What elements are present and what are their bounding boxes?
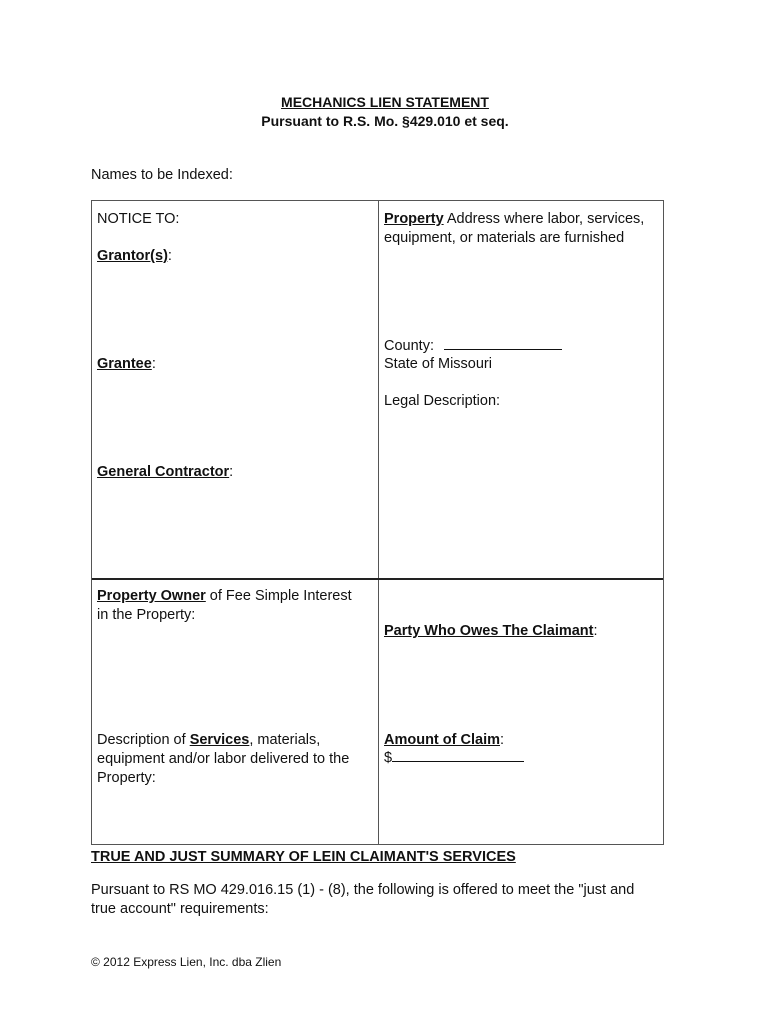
general-contractor-field: General Contractor: <box>97 464 234 480</box>
county-label: County: <box>384 338 434 354</box>
description-prefix: Description of <box>97 732 190 748</box>
footer-copyright: © 2012 Express Lien, Inc. dba Zlien <box>91 955 282 969</box>
summary-text <box>91 881 671 919</box>
property-owner-text-2: in the Property: <box>97 607 196 623</box>
summary-heading: TRUE AND JUST SUMMARY OF LEIN CLAIMANT'S SERVICES <box>91 849 516 865</box>
document-title: MECHANICS LIEN STATEMENT <box>281 94 489 110</box>
title-block <box>0 93 770 131</box>
property-address-text-2: equipment, or materials are furnished <box>384 230 625 246</box>
party-who-owes-field: Party Who Owes The Claimant: <box>384 623 598 639</box>
legal-description-label: Legal Description: <box>384 393 501 409</box>
county-field <box>384 337 562 356</box>
property-label: Property <box>384 211 444 227</box>
amount-value-field <box>384 749 524 768</box>
description-text-2: equipment and/or labor delivered to the <box>97 751 350 767</box>
names-indexed-label: Names to be Indexed: <box>91 167 233 183</box>
document-subtitle: Pursuant to R.S. Mo. §429.010 et seq. <box>261 113 509 129</box>
amount-blank-line <box>392 749 524 762</box>
amount-of-claim-label: Amount of Claim <box>384 732 500 748</box>
column-divider <box>378 201 379 844</box>
summary-text-1: Pursuant to RS MO 429.016.15 (1) - (8), the following is offered to meet the "just and <box>91 882 635 898</box>
row-divider <box>92 578 663 580</box>
property-address-text-1: Address where labor, services, <box>443 211 645 227</box>
notice-to-label: NOTICE TO: <box>97 211 180 227</box>
property-owner-field <box>97 587 375 625</box>
grantor-label: Grantor(s) <box>97 248 168 264</box>
description-text-3: Property: <box>97 770 156 786</box>
party-who-owes-label: Party Who Owes The Claimant <box>384 623 594 639</box>
property-owner-text-1: of Fee Simple Interest <box>205 588 352 604</box>
property-address-field <box>384 210 664 248</box>
description-field <box>97 731 375 788</box>
grantee-label: Grantee <box>97 356 152 372</box>
state-label: State of Missouri <box>384 356 492 372</box>
county-blank-line <box>444 337 562 350</box>
grantor-field: Grantor(s): <box>97 248 172 264</box>
lien-form-table <box>91 200 664 845</box>
dollar-sign: $ <box>384 750 393 766</box>
description-text-1: , materials, <box>249 732 321 748</box>
amount-of-claim-field: Amount of Claim: <box>384 732 505 748</box>
summary-text-2: true account" requirements: <box>91 901 269 917</box>
property-owner-label: Property Owner <box>97 588 206 604</box>
grantee-field: Grantee: <box>97 356 156 372</box>
services-label: Services <box>189 732 250 748</box>
general-contractor-label: General Contractor <box>97 464 230 480</box>
